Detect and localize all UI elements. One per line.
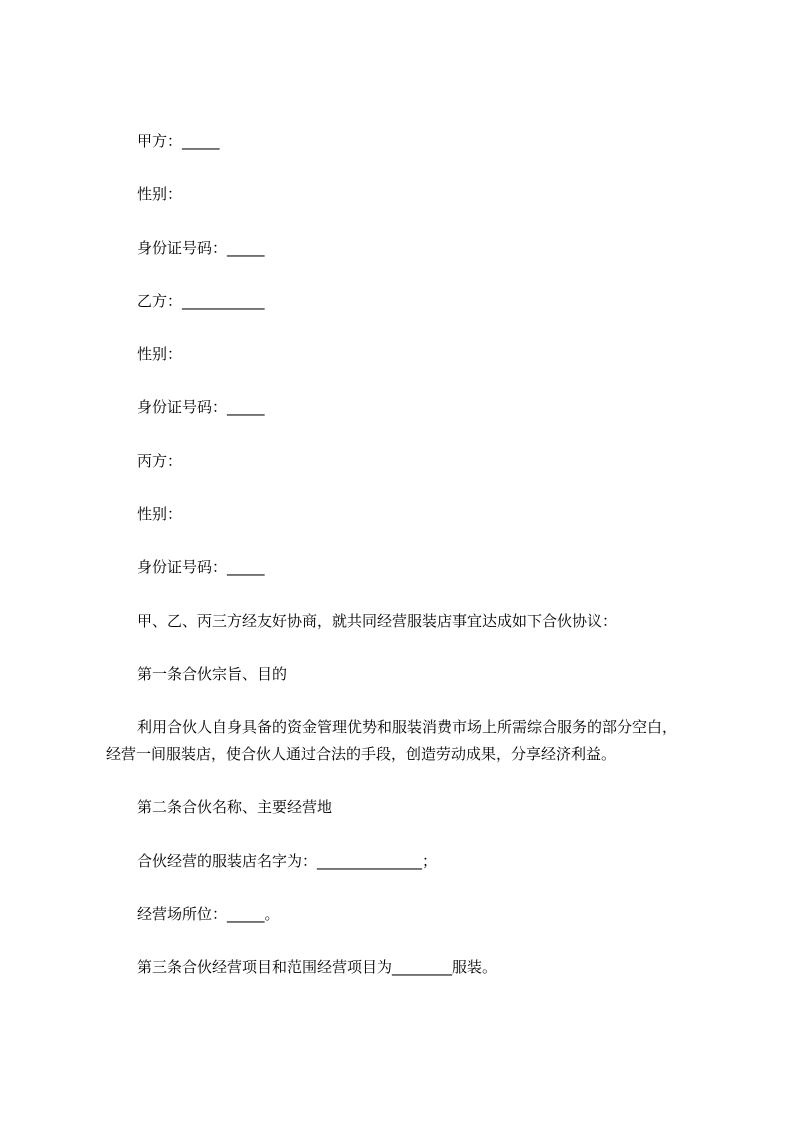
party-a-line: 甲方：_____ bbox=[137, 132, 220, 150]
article-3-line: 第三条合伙经营项目和范围经营项目为________服装。 bbox=[137, 958, 498, 976]
party-b-id-line: 身份证号码：_____ bbox=[137, 398, 265, 416]
agreement-intro-line: 甲、乙、丙三方经友好协商，就共同经营服装店事宜达成如下合伙协议： bbox=[137, 612, 618, 630]
article-2-heading: 第二条合伙名称、主要经营地 bbox=[137, 798, 333, 816]
business-location-line: 经营场所位：_____。 bbox=[137, 905, 280, 923]
party-a-gender-line: 性别： bbox=[137, 185, 183, 203]
party-c-gender-line: 性别： bbox=[137, 505, 183, 523]
party-c-id-line: 身份证号码：_____ bbox=[137, 558, 265, 576]
article-1-text-line-1: 利用合伙人自身具备的资金管理优势和服装消费市场上所需综合服务的部分空白， bbox=[137, 718, 678, 736]
party-a-id-line: 身份证号码：_____ bbox=[137, 239, 265, 257]
party-b-gender-line: 性别： bbox=[137, 345, 183, 363]
party-b-line: 乙方：___________ bbox=[137, 292, 265, 310]
shop-name-line: 合伙经营的服装店名字为：______________； bbox=[137, 852, 438, 870]
article-1-text-line-2: 经营一间服装店，使合伙人通过合法的手段，创造劳动成果，分享经济利益。 bbox=[106, 745, 617, 763]
article-1-heading: 第一条合伙宗旨、目的 bbox=[137, 665, 288, 683]
party-c-line: 丙方： bbox=[137, 452, 183, 470]
